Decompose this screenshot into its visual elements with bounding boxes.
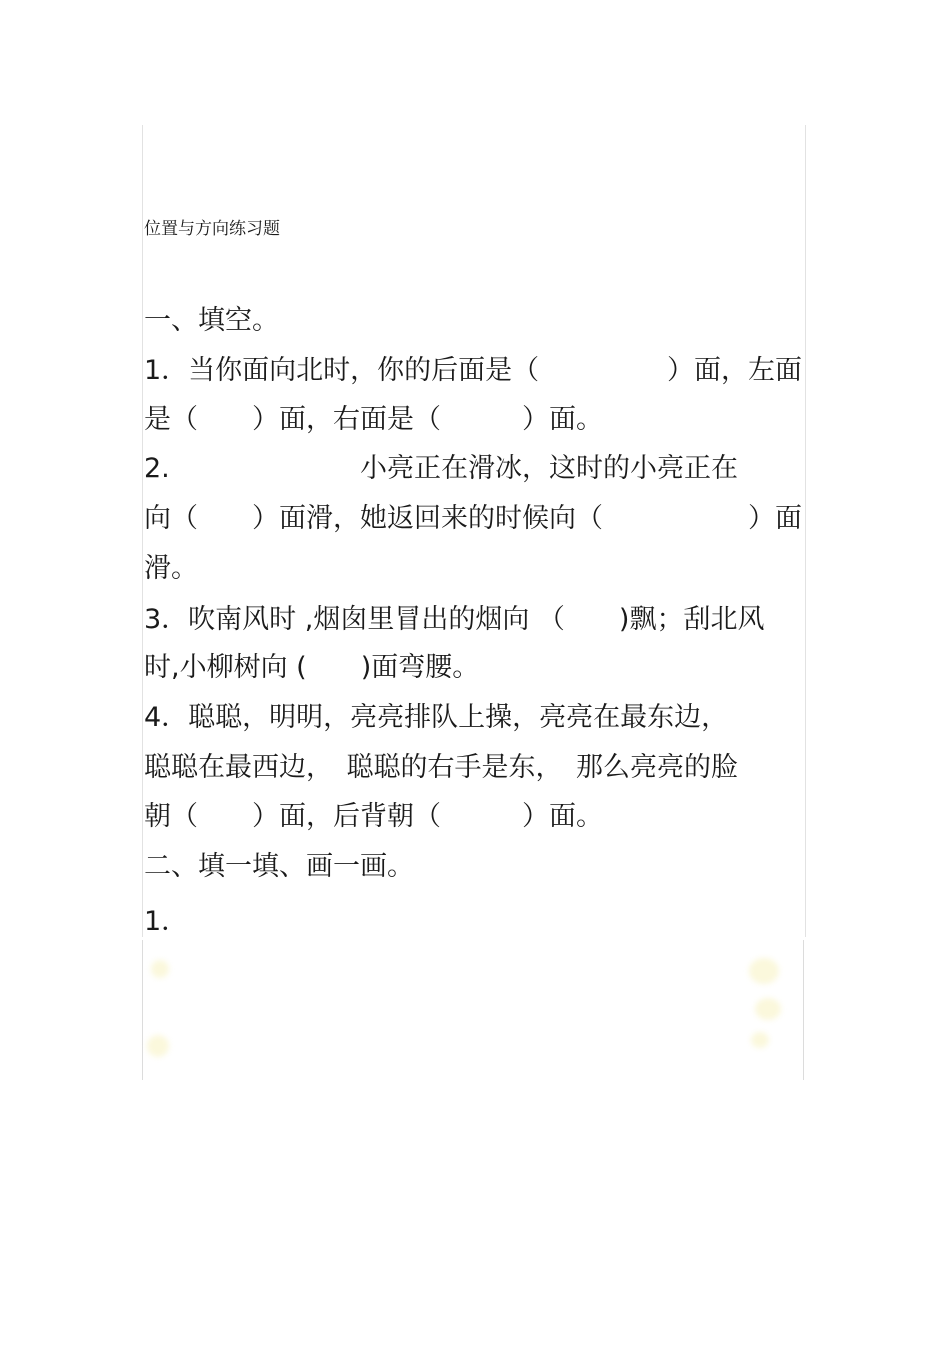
figure-right-border <box>803 940 804 1080</box>
question-2-number: 2. <box>144 453 170 484</box>
figure-area <box>143 940 803 1080</box>
question-4-line-3: 朝（ ）面，后背朝（ ）面。 <box>144 801 603 832</box>
question-4-line-1: 4．聪聪，明明，亮亮排队上操，亮亮在最东边， <box>144 702 729 733</box>
section-1-heading: 一、填空。 <box>144 305 279 336</box>
question-1-line-1 <box>144 354 802 388</box>
section-2-heading: 二、填一填、画一画。 <box>144 851 414 882</box>
question-2-text-a: 向（ ）面滑，她返回来的时候向（ <box>144 503 603 534</box>
question-4-line-2: 聪聪在最西边， 聪聪的右手是东， 那么亮亮的脸 <box>144 752 738 783</box>
question-2-text-b: ）面 <box>748 503 802 534</box>
question-1-text-b: ）面，左面 <box>667 355 802 386</box>
question-2-line-1 <box>144 452 738 486</box>
question-3-line-2: 时,小柳树向 ( )面弯腰。 <box>144 652 480 683</box>
question-1-line-2: 是（ ）面，右面是（ ）面。 <box>144 404 603 435</box>
question-2-line-2 <box>144 502 802 536</box>
question-1-text-a: 1．当你面向北时，你的后面是（ <box>144 355 540 386</box>
question-2-text: 小亮正在滑冰，这时的小亮正在 <box>360 453 738 484</box>
faded-figure-mark <box>749 958 779 984</box>
doc-title: 位置与方向练习题 <box>144 219 280 239</box>
section-2-question-1-number: 1． <box>144 906 189 937</box>
left-border-line <box>142 125 143 937</box>
faded-figure-mark <box>755 998 781 1020</box>
question-2-line-3: 滑。 <box>144 553 198 584</box>
faded-figure-mark <box>151 960 169 978</box>
faded-figure-mark <box>751 1032 769 1048</box>
faded-figure-mark <box>147 1035 169 1057</box>
question-3-line-1: 3．吹南风时 ,烟囱里冒出的烟向 （ )飘；刮北风 <box>144 604 765 635</box>
right-border-line <box>805 125 806 937</box>
